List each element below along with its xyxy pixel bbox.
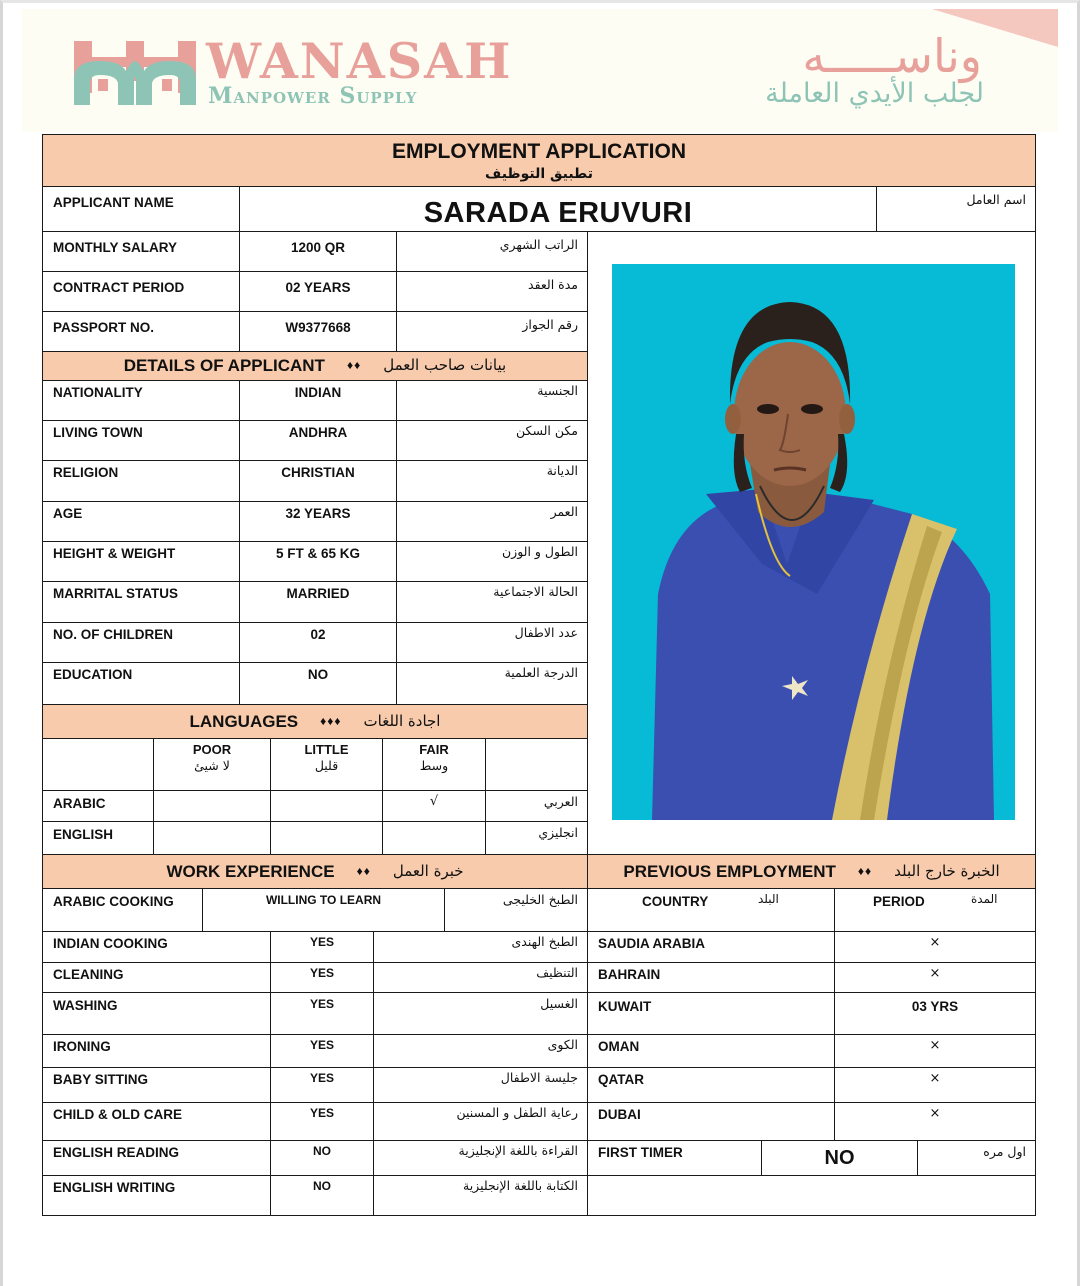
marital-status-label-ar: الحالة الاجتماعية xyxy=(396,581,588,623)
passport-label: PASSPORT NO. xyxy=(42,311,240,352)
level-little-ar: قليل xyxy=(314,757,339,773)
salary-value: 1200 QR xyxy=(239,231,397,272)
language-english-poor xyxy=(153,821,271,855)
brand-tagline-ar: لجلب الأيدي العاملة xyxy=(765,78,984,109)
applicant-name-label-ar: اسم العامل xyxy=(876,186,1036,232)
contract-label-ar: مدة العقد xyxy=(396,271,588,312)
work-indian-cooking-label-ar: الطبخ الهندى xyxy=(373,931,588,963)
living-town-label: LIVING TOWN xyxy=(42,420,240,461)
work-baby-sitting-value: YES xyxy=(270,1067,374,1103)
form-title xyxy=(42,134,1036,187)
work-baby-sitting-label-ar: جليسة الاطفال xyxy=(373,1067,588,1103)
level-fair-ar: وسط xyxy=(419,757,449,773)
details-section-header xyxy=(42,351,588,381)
education-label: EDUCATION xyxy=(42,662,240,705)
height-weight-label-ar: الطول و الوزن xyxy=(396,541,588,582)
level-fair xyxy=(382,738,486,791)
passport-label-ar: رقم الجواز xyxy=(396,311,588,352)
prev-period-dubai: × xyxy=(834,1102,1036,1141)
applicant-photo xyxy=(612,264,1015,820)
languages-section-title-en: LANGUAGES xyxy=(189,711,299,731)
level-little xyxy=(270,738,383,791)
work-english-reading-value: NO xyxy=(270,1140,374,1176)
first-timer-value: NO xyxy=(761,1140,918,1176)
work-baby-sitting-label: BABY SITTING xyxy=(42,1067,271,1103)
work-washing-label: WASHING xyxy=(42,992,271,1035)
marital-status-label: MARRITAL STATUS xyxy=(42,581,240,623)
marital-status-value: MARRIED xyxy=(239,581,397,623)
prev-header-period xyxy=(834,888,1036,932)
language-arabic-label-ar: العربي xyxy=(485,790,588,822)
contract-value: 02 YEARS xyxy=(239,271,397,312)
nationality-value: INDIAN xyxy=(239,380,397,421)
age-value: 32 YEARS xyxy=(239,501,397,542)
diamond-icons: ♦♦ xyxy=(356,863,371,878)
language-header-blank-right xyxy=(485,738,588,791)
level-poor-ar: لا شيئ xyxy=(194,757,230,773)
company-banner xyxy=(22,9,1058,132)
nationality-label-ar: الجنسية xyxy=(396,380,588,421)
living-town-value: ANDHRA xyxy=(239,420,397,461)
children-label: NO. OF CHILDREN xyxy=(42,622,240,663)
prev-header-country xyxy=(587,888,835,932)
nationality-label: NATIONALITY xyxy=(42,380,240,421)
prev-country-bahrain: BAHRAIN xyxy=(587,962,835,993)
salary-label-ar: الراتب الشهري xyxy=(396,231,588,272)
work-indian-cooking-label: INDIAN COOKING xyxy=(42,931,271,963)
work-indian-cooking-value: YES xyxy=(270,931,374,963)
work-cleaning-value: YES xyxy=(270,962,374,993)
first-timer-label: FIRST TIMER xyxy=(587,1140,762,1176)
work-english-writing-label: ENGLISH WRITING xyxy=(42,1175,271,1216)
level-poor-en: POOR xyxy=(192,742,232,757)
applicant-portrait-image xyxy=(612,264,1015,820)
work-washing-label-ar: الغسيل xyxy=(373,992,588,1035)
prev-header-period-en: PERIOD xyxy=(873,894,925,909)
language-arabic-fair: √ xyxy=(382,790,486,822)
passport-value: W9377668 xyxy=(239,311,397,352)
work-english-reading-label: ENGLISH READING xyxy=(42,1140,271,1176)
applicant-name-value: SARADA ERUVURI xyxy=(239,186,877,232)
prev-header-period-ar: المدة xyxy=(971,892,998,906)
religion-label: RELIGION xyxy=(42,460,240,502)
prev-country-qatar: QATAR xyxy=(587,1067,835,1103)
work-child-old-care-label-ar: رعاية الطفل و المسنين xyxy=(373,1102,588,1141)
religion-label-ar: الديانة xyxy=(396,460,588,502)
work-english-writing-label-ar: الكتابة باللغة الإنجليزية xyxy=(373,1175,588,1216)
prev-period-saudi-arabia: × xyxy=(834,931,1036,963)
work-arabic-cooking-label-ar: الطبخ الخليجى xyxy=(444,888,588,932)
language-arabic-label: ARABIC xyxy=(42,790,154,822)
previous-employment-section-header xyxy=(587,854,1036,889)
work-arabic-cooking-value: WILLING TO LEARN xyxy=(202,888,445,932)
prev-country-saudi-arabia: SAUDIA ARABIA xyxy=(587,931,835,963)
language-arabic-little xyxy=(270,790,383,822)
brand-name-ar: وناســـــه xyxy=(802,29,982,83)
prev-header-country-en: COUNTRY xyxy=(642,894,709,909)
prev-period-bahrain: × xyxy=(834,962,1036,993)
language-english-label: ENGLISH xyxy=(42,821,154,855)
work-ironing-value: YES xyxy=(270,1034,374,1068)
height-weight-value: 5 FT & 65 KG xyxy=(239,541,397,582)
salary-label: MONTHLY SALARY xyxy=(42,231,240,272)
education-value: NO xyxy=(239,662,397,705)
work-child-old-care-label: CHILD & OLD CARE xyxy=(42,1102,271,1141)
diamond-icons: ♦♦♦ xyxy=(320,713,342,728)
work-cleaning-label: CLEANING xyxy=(42,962,271,993)
education-label-ar: الدرجة العلمية xyxy=(396,662,588,705)
contract-label: CONTRACT PERIOD xyxy=(42,271,240,312)
age-label-ar: العمر xyxy=(396,501,588,542)
prev-section-title-ar: الخبرة خارج البلد xyxy=(894,861,1000,880)
diamond-icons: ♦♦ xyxy=(857,863,873,878)
prev-period-qatar: × xyxy=(834,1067,1036,1103)
diamond-icons: ♦♦ xyxy=(346,358,362,373)
prev-section-title-en: PREVIOUS EMPLOYMENT xyxy=(623,861,836,881)
work-section-title-en: WORK EXPERIENCE xyxy=(166,861,335,881)
language-english-little xyxy=(270,821,383,855)
wanasah-logo-icon xyxy=(70,39,200,105)
details-section-title-en: DETAILS OF APPLICANT xyxy=(123,356,325,376)
living-town-label-ar: مكن السكن xyxy=(396,420,588,461)
languages-section-header xyxy=(42,704,588,739)
level-little-en: LITTLE xyxy=(304,742,349,757)
form-title-ar: تطبيق التوظيف xyxy=(485,166,593,183)
children-label-ar: عدد الاطفال xyxy=(396,622,588,663)
language-english-label-ar: انجليزي xyxy=(485,821,588,855)
work-english-reading-label-ar: القراءة باللغة الإنجليزية xyxy=(373,1140,588,1176)
prev-period-kuwait: 03 YRS xyxy=(834,992,1036,1035)
religion-value: CHRISTIAN xyxy=(239,460,397,502)
children-value: 02 xyxy=(239,622,397,663)
work-english-writing-value: NO xyxy=(270,1175,374,1216)
brand-tagline-en: Manpower Supply xyxy=(208,83,418,109)
work-experience-section-header xyxy=(42,854,588,889)
prev-country-oman: OMAN xyxy=(587,1034,835,1068)
prev-country-dubai: DUBAI xyxy=(587,1102,835,1141)
prev-period-oman: × xyxy=(834,1034,1036,1068)
brand-name-en: WANASAH xyxy=(206,32,513,90)
form-title-en: EMPLOYMENT APPLICATION xyxy=(392,140,686,163)
work-washing-value: YES xyxy=(270,992,374,1035)
level-fair-en: FAIR xyxy=(419,742,449,757)
height-weight-label: HEIGHT & WEIGHT xyxy=(42,541,240,582)
level-poor xyxy=(153,738,271,791)
work-ironing-label-ar: الكوى xyxy=(373,1034,588,1068)
work-child-old-care-value: YES xyxy=(270,1102,374,1141)
details-section-title-ar: بيانات صاحب العمل xyxy=(383,356,507,375)
language-header-blank xyxy=(42,738,154,791)
language-english-fair xyxy=(382,821,486,855)
age-label: AGE xyxy=(42,501,240,542)
work-cleaning-label-ar: التنظيف xyxy=(373,962,588,993)
work-ironing-label: IRONING xyxy=(42,1034,271,1068)
prev-country-kuwait: KUWAIT xyxy=(587,992,835,1035)
languages-section-title-ar: اجادة اللغات xyxy=(363,711,441,730)
work-arabic-cooking-label: ARABIC COOKING xyxy=(42,888,203,932)
first-timer-label-ar: اول مره xyxy=(917,1140,1036,1176)
language-arabic-poor xyxy=(153,790,271,822)
prev-header-country-ar: البلد xyxy=(758,892,779,906)
prev-blank-row xyxy=(587,1175,1036,1216)
work-section-title-ar: خبرة العمل xyxy=(392,861,464,880)
applicant-name-label: APPLICANT NAME xyxy=(42,186,240,232)
